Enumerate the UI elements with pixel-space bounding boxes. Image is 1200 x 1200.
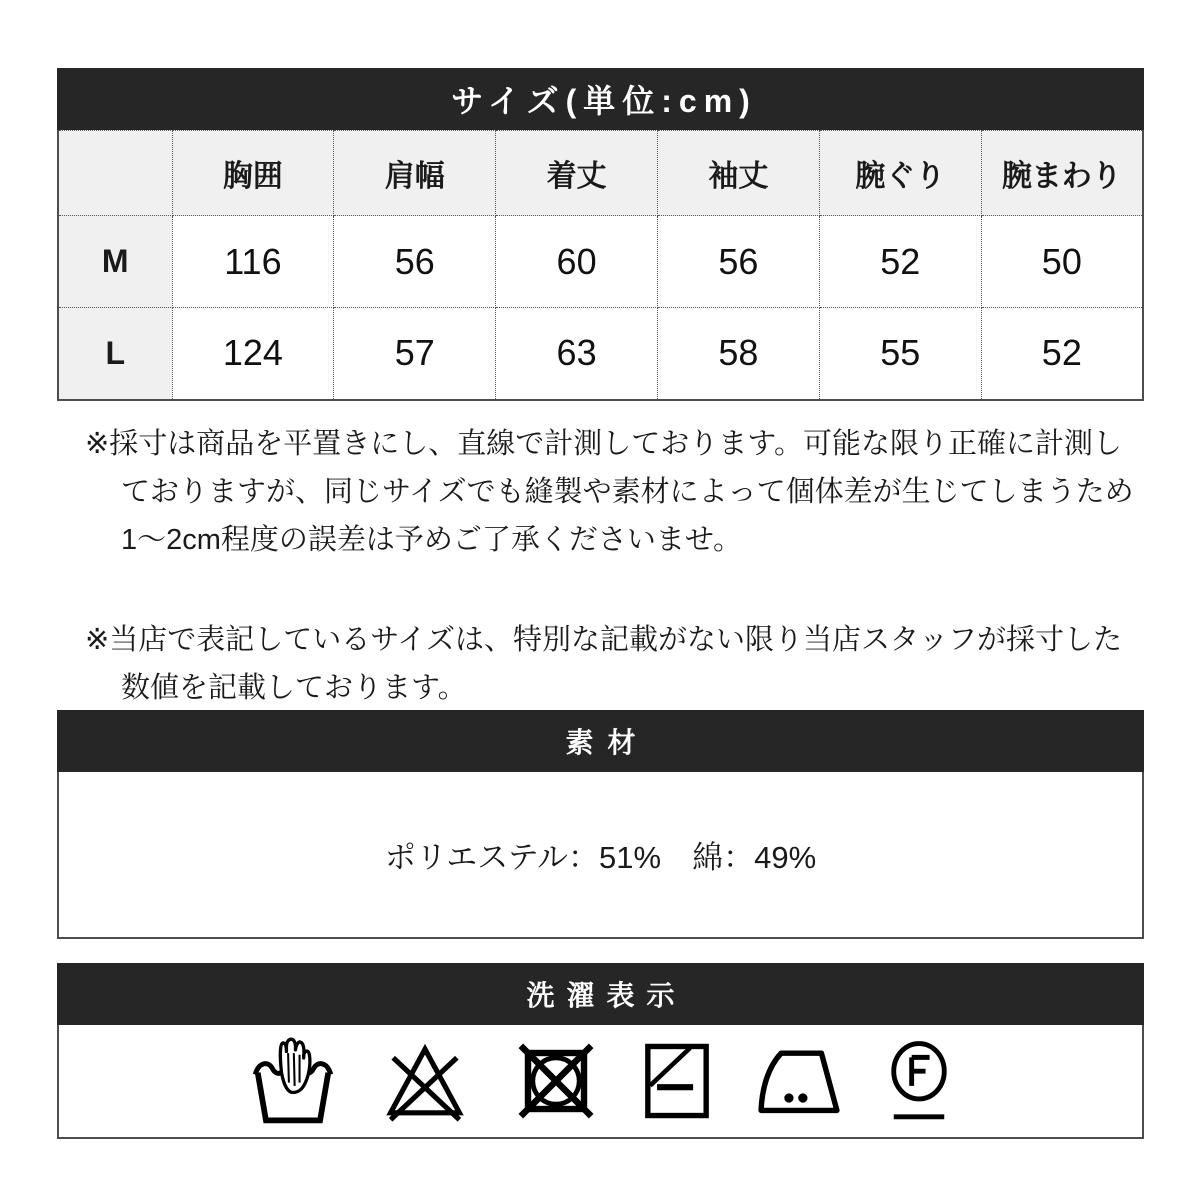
dry-clean-petroleum-gentle-icon xyxy=(888,1037,950,1125)
size-section-title: サイズ(単位:cm) xyxy=(451,83,757,119)
size-table-header-row xyxy=(58,131,1143,216)
care-section xyxy=(57,963,1144,1139)
size-value: 56 xyxy=(334,216,496,308)
no-tumble-dry-icon xyxy=(516,1041,596,1121)
size-table-row-m xyxy=(58,216,1143,308)
size-table-col-arm-width: 腕まわり xyxy=(981,131,1143,216)
material-body xyxy=(57,772,1144,939)
size-table-col-shoulder: 肩幅 xyxy=(334,131,496,216)
size-value: 52 xyxy=(981,308,1143,400)
no-bleach-icon xyxy=(382,1037,468,1125)
size-table-col-sleeve: 袖丈 xyxy=(657,131,819,216)
size-row-label: M xyxy=(58,216,172,308)
hand-wash-icon xyxy=(252,1035,334,1127)
material-section-header xyxy=(57,710,1144,772)
size-value: 60 xyxy=(496,216,658,308)
size-value: 50 xyxy=(981,216,1143,308)
size-value: 57 xyxy=(334,308,496,400)
size-value: 56 xyxy=(657,216,819,308)
material-section xyxy=(57,710,1144,939)
size-value: 52 xyxy=(819,216,981,308)
size-table-col-chest: 胸囲 xyxy=(172,131,334,216)
size-table xyxy=(57,130,1144,401)
size-value: 55 xyxy=(819,308,981,400)
size-section-header xyxy=(57,68,1144,130)
size-table-col-length: 着丈 xyxy=(496,131,658,216)
store-size-note xyxy=(85,616,1171,712)
size-value: 124 xyxy=(172,308,334,400)
size-value: 58 xyxy=(657,308,819,400)
note-line: 1〜2cm程度の誤差は予めご了承くださいませ。 xyxy=(121,524,743,556)
measurement-note xyxy=(85,420,1171,564)
iron-medium-icon xyxy=(758,1042,840,1120)
size-row-label: L xyxy=(58,308,172,400)
size-value: 63 xyxy=(496,308,658,400)
flat-dry-in-shade-icon xyxy=(644,1042,710,1120)
size-value: 116 xyxy=(172,216,334,308)
note-line: ※当店で表記しているサイズは、特別な記載がない限り当店スタッフが採寸した xyxy=(85,624,1122,656)
size-table-col-armhole: 腕ぐり xyxy=(819,131,981,216)
care-section-header xyxy=(57,963,1144,1025)
size-table-row-l xyxy=(58,308,1143,400)
material-composition: ポリエステル：51% 綿：49% xyxy=(384,840,817,875)
material-section-title: 素材 xyxy=(565,727,650,758)
size-section xyxy=(57,68,1144,401)
care-symbols-row xyxy=(57,1025,1144,1139)
note-line: ておりますが、同じサイズでも縫製や素材によって個体差が生じてしまうため xyxy=(121,476,1134,508)
note-line: 数値を記載しております。 xyxy=(121,672,467,704)
size-table-corner-cell xyxy=(58,131,172,216)
note-line: ※採寸は商品を平置きにし、直線で計測しております。可能な限り正確に計測し xyxy=(85,428,1122,460)
care-section-title: 洗濯表示 xyxy=(526,980,687,1011)
